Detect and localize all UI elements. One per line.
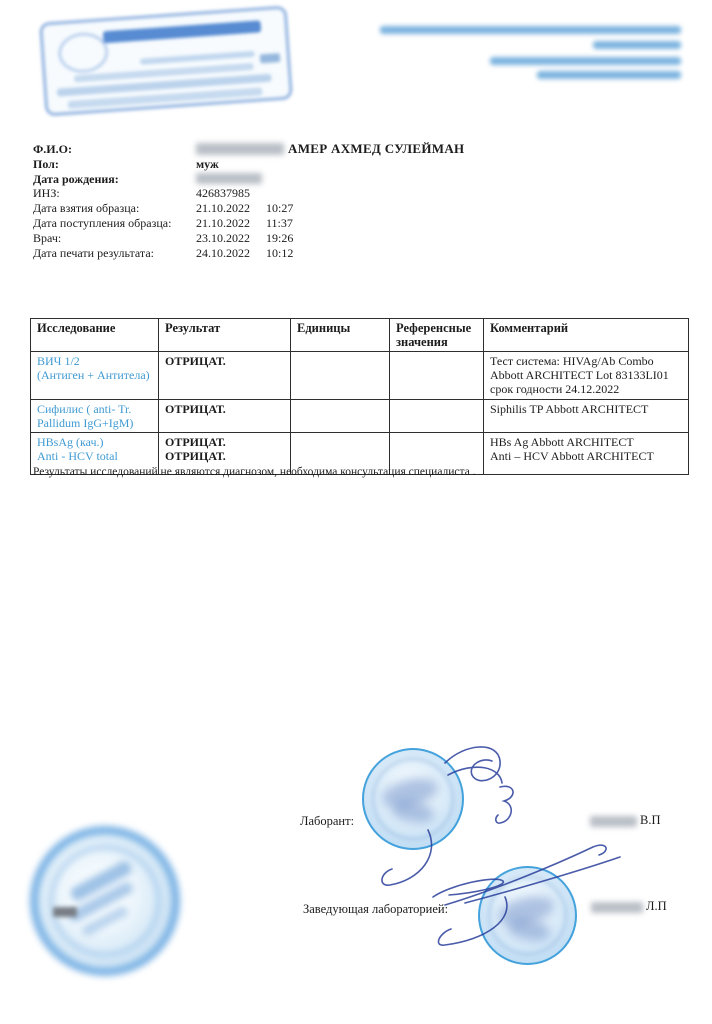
field-label: Пол:	[33, 156, 59, 171]
head-of-lab-initials: Л.П	[646, 899, 667, 913]
col-header-result: Результат	[159, 319, 291, 352]
field-value	[196, 246, 293, 261]
address-line-redacted	[490, 57, 681, 65]
comment-cell	[484, 352, 689, 400]
field-value: муж	[196, 156, 219, 171]
redacted-surname	[590, 816, 637, 827]
test-name-line: Сифилис ( anti- Tr.	[37, 401, 132, 416]
patient-name: АМЕР АХМЕД СУЛЕЙМАН	[288, 141, 465, 156]
patient-row-inz	[33, 186, 683, 201]
comment-line: HBs Ag Abbott ARCHITECT	[490, 435, 634, 450]
col-header-test: Исследование	[31, 319, 159, 352]
redacted-surname	[591, 902, 643, 913]
table-header-row	[31, 319, 689, 352]
lab-round-stamp	[478, 866, 577, 965]
test-name-cell	[31, 399, 159, 432]
patient-row-print-date	[33, 246, 683, 261]
organization-stamp	[39, 5, 293, 116]
disclaimer-text: Результаты исследований не являются диагнозом, необходима консультация специалиста .	[33, 466, 476, 478]
reference-cell	[390, 399, 484, 432]
result-cell	[159, 399, 291, 432]
date-value: 23.10.2022	[196, 230, 250, 245]
col-header-reference: Референсные значения	[390, 319, 484, 352]
patient-info	[33, 142, 683, 260]
head-of-lab-name	[591, 899, 667, 914]
time-value: 10:27	[266, 201, 294, 216]
address-line-redacted	[380, 26, 681, 34]
field-label: Дата печати результата:	[33, 245, 154, 260]
field-value: 426837985	[196, 186, 250, 201]
patient-row-sample-received	[33, 216, 683, 231]
comment-line: Anti – HCV Abbott ARCHITECT	[490, 449, 654, 464]
test-name-line: HBsAg (кач.)	[37, 435, 104, 450]
field-label: Ф.И.О:	[33, 142, 72, 156]
result-cell	[159, 352, 291, 400]
time-value: 19:26	[266, 230, 294, 245]
col-header-units: Единицы	[291, 319, 390, 352]
laborant-name	[590, 813, 661, 828]
field-value	[196, 201, 293, 216]
field-label: Дата рождения:	[33, 171, 119, 186]
field-label: Дата взятия образца:	[33, 201, 140, 216]
clinic-address-redacted	[351, 26, 681, 79]
col-header-comment: Комментарий	[484, 319, 689, 352]
redacted-birthdate	[196, 173, 262, 184]
redacted-mark	[53, 907, 77, 917]
field-value	[196, 231, 293, 246]
test-name-line: Pallidum IgG+IgM)	[37, 415, 134, 430]
patient-row-fio	[33, 142, 683, 157]
comment-line: срок годности 24.12.2022	[490, 382, 620, 397]
laborant-initials: В.П	[640, 813, 661, 827]
result-value: ОТРИЦАТ.	[165, 435, 226, 450]
patient-row-birthdate	[33, 172, 683, 187]
address-line-redacted	[593, 41, 681, 49]
field-value	[196, 216, 293, 231]
comment-line: Siphilis TP Abbott ARCHITECT	[490, 401, 649, 416]
units-cell	[291, 352, 390, 400]
time-value: 10:12	[266, 245, 294, 260]
result-value: ОТРИЦАТ.	[165, 401, 226, 416]
test-name-cell	[31, 352, 159, 400]
date-value: 24.10.2022	[196, 245, 250, 260]
patient-row-sample-taken	[33, 201, 683, 216]
table-row-syphilis	[31, 399, 689, 432]
result-value: ОТРИЦАТ.	[165, 449, 226, 464]
laborant-label: Лаборант:	[300, 814, 355, 828]
redacted-name-prefix	[196, 143, 284, 155]
test-name-line: ВИЧ 1/2	[37, 354, 80, 368]
comment-line: Тест система: HIVAg/Ab Combo	[490, 354, 654, 368]
test-name-line: Anti - HCV total	[37, 449, 118, 464]
result-value: ОТРИЦАТ.	[165, 354, 226, 368]
test-name-line: (Антиген + Антитела)	[37, 368, 150, 383]
patient-row-doctor	[33, 231, 683, 246]
stamp-line-redacted	[140, 51, 255, 65]
address-line-redacted	[537, 71, 681, 79]
field-label: Врач:	[33, 230, 62, 245]
patient-row-sex	[33, 157, 683, 172]
stamp-title-redacted	[103, 20, 261, 43]
field-label: ИНЗ:	[33, 186, 60, 201]
field-label: Дата поступления образца:	[33, 215, 172, 230]
official-round-stamp	[30, 826, 180, 976]
table-row-hiv	[31, 352, 689, 400]
comment-line: Abbott ARCHITECT Lot 83133LI01	[490, 368, 669, 383]
stamp-mark-redacted	[260, 53, 281, 63]
lab-round-stamp	[362, 748, 464, 850]
time-value: 11:37	[266, 215, 293, 230]
reference-cell	[390, 352, 484, 400]
date-value: 21.10.2022	[196, 201, 250, 216]
date-value: 21.10.2022	[196, 215, 250, 230]
field-value	[196, 142, 464, 157]
units-cell	[291, 399, 390, 432]
comment-cell	[484, 399, 689, 432]
field-value	[196, 172, 262, 187]
stamp-logo-icon	[57, 31, 110, 74]
head-of-lab-label: Заведующая лабораторией:	[303, 902, 449, 916]
results-table	[30, 318, 689, 475]
